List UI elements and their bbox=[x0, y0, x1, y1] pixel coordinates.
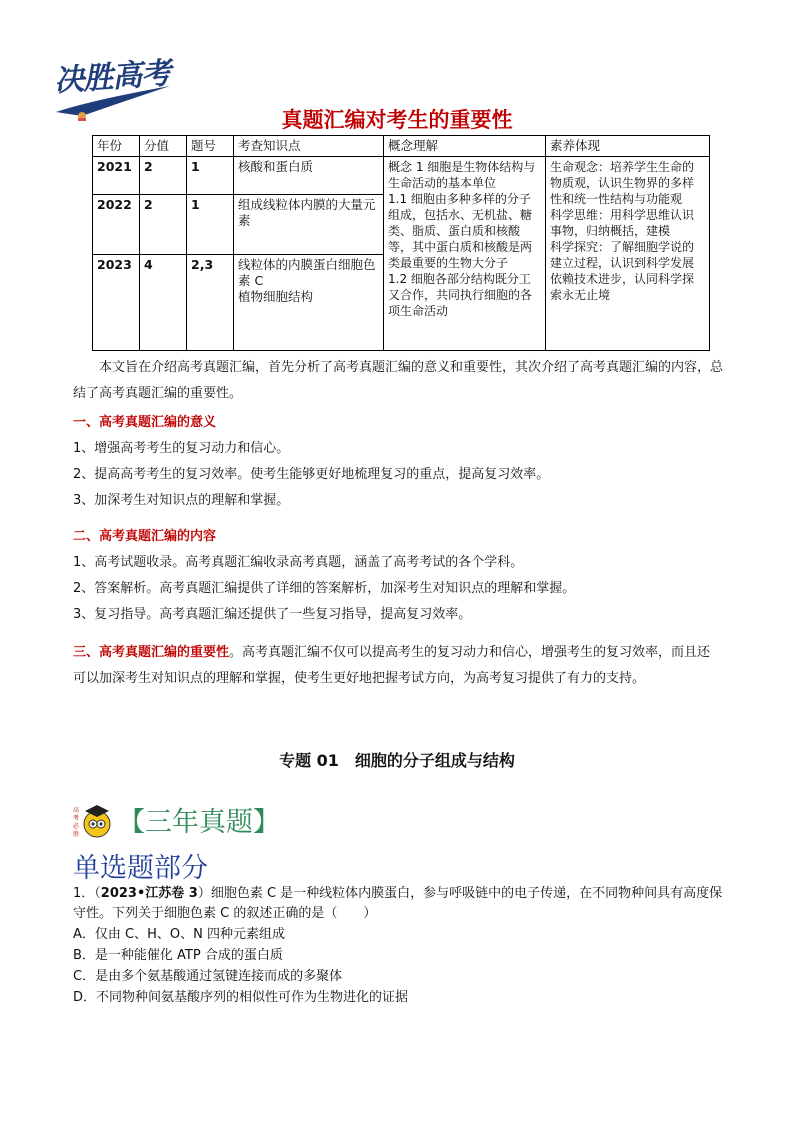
subject-title: 专题 01 细胞的分子组成与结构 bbox=[279, 751, 515, 770]
header-topic: 考查知识点 bbox=[234, 136, 384, 157]
question-stem bbox=[73, 884, 723, 924]
cell-year: 2022 bbox=[93, 195, 140, 255]
cell-year: 2021 bbox=[93, 157, 140, 195]
section-3-heading: 三、高考真题汇编的重要性 bbox=[73, 645, 230, 660]
table-header-row bbox=[93, 136, 710, 157]
cell-topic: 线粒体的内膜蛋白细胞色素 C 植物细胞结构 bbox=[234, 255, 384, 351]
section-2-heading: 二、高考真题汇编的内容 bbox=[73, 529, 217, 544]
page-title: 真题汇编对考生的重要性 bbox=[281, 108, 513, 132]
header-literacy: 素养体现 bbox=[546, 136, 710, 157]
option-c: C．是由多个氨基酸通过氢键连接而成的多聚体 bbox=[73, 969, 343, 984]
cell-year: 2023 bbox=[93, 255, 140, 351]
header-concept: 概念理解 bbox=[384, 136, 546, 157]
svg-text:必: 必 bbox=[73, 823, 80, 830]
cell-topic: 核酸和蛋白质 bbox=[234, 157, 384, 195]
header-number: 题号 bbox=[187, 136, 234, 157]
logo-text: 决胜高考 bbox=[53, 55, 172, 99]
header-year: 年份 bbox=[93, 136, 140, 157]
concept-text: 概念 1 细胞是生物体结构与生命活动的基本单位 1.1 细胞由多种多样的分子组成，包括水、无机盐、糖类、脂质、蛋白质和核酸等，其中蛋白质和核酸是两类最重要的生物大分子 1.2 细胞各部分结构既分工又合作，共同执行细胞的各项生命活动 bbox=[388, 160, 536, 318]
list-item: 1、增强高考考生的复习动力和信心。 bbox=[73, 441, 290, 456]
literacy-text: 生命观念：培养学生生命的物质观，认识生物界的多样性和统一性结构与功能观 科学思维：用科学思维认识事物，归纳概括，建模 科学探究：了解细胞学说的建立过程，认识到科学发展依赖技术进步，认同科学探索永无止境 bbox=[550, 160, 695, 302]
section-1-heading: 一、高考真题汇编的意义 bbox=[73, 415, 217, 430]
list-item: 2、提高高考考生的复习效率。使考生能够更好地梳理复习的重点，提高复习效率。 bbox=[73, 467, 550, 482]
cell-number: 1 bbox=[187, 195, 234, 255]
list-item: 3、复习指导。高考真题汇编还提供了一些复习指导，提高复习效率。 bbox=[73, 607, 472, 622]
option-d: D．不同物种间氨基酸序列的相似性可作为生物进化的证据 bbox=[73, 990, 409, 1005]
table-row bbox=[93, 157, 710, 195]
list-item: 1、高考试题收录。高考真题汇编收录高考真题，涵盖了高考考试的各个学科。 bbox=[73, 555, 524, 570]
section-2 bbox=[73, 524, 723, 628]
cell-concept bbox=[384, 157, 546, 351]
question-source: 2023•江苏卷 3 bbox=[100, 886, 198, 901]
question-1 bbox=[73, 884, 723, 1008]
svg-text:高: 高 bbox=[73, 807, 80, 814]
svg-text:胜: 胜 bbox=[73, 831, 80, 838]
section-1 bbox=[73, 410, 723, 514]
section-3 bbox=[73, 640, 723, 692]
option-a: A．仅由 C、H、O、N 四种元素组成 bbox=[73, 927, 285, 942]
header-score: 分值 bbox=[140, 136, 187, 157]
cell-number: 1 bbox=[187, 157, 234, 195]
cell-topic: 组成线粒体内膜的大量元素 bbox=[234, 195, 384, 255]
section-heading: 单选题部分 bbox=[73, 853, 208, 884]
svg-text:考: 考 bbox=[73, 815, 80, 822]
cell-number: 2,3 bbox=[187, 255, 234, 351]
question-text: ）细胞色素 C 是一种线粒体内膜蛋白，参与呼吸链中的电子传递，在不同物种间具有高度保守性。下列关于细胞色素 C 的叙述正确的是（ ） bbox=[73, 886, 723, 921]
cell-score: 2 bbox=[140, 195, 187, 255]
section-tag: 【三年真题】 bbox=[118, 807, 280, 838]
cell-literacy bbox=[546, 157, 710, 351]
scholar-owl-icon bbox=[73, 800, 113, 840]
section-3-text: 。高考真题汇编不仅可以提高考生的复习动力和信心，增强考生的复习效率，而且还可以加深考生对知识点的理解和掌握，使考生更好地把握考试方向，为高考复习提供了有力的支持。 bbox=[73, 645, 711, 686]
list-item: 2、答案解析。高考真题汇编提供了详细的答案解析，加深考生对知识点的理解和掌握。 bbox=[73, 581, 576, 596]
option-b: B．是一种能催化 ATP 合成的蛋白质 bbox=[73, 948, 283, 963]
cell-score: 2 bbox=[140, 157, 187, 195]
intro-paragraph: 本文旨在介绍高考真题汇编，首先分析了高考真题汇编的意义和重要性，其次介绍了高考真题汇编的内容，总结了高考真题汇编的重要性。 bbox=[73, 360, 724, 401]
question-prefix: 1．（ bbox=[73, 886, 101, 901]
cell-score: 4 bbox=[140, 255, 187, 351]
summary-table bbox=[92, 135, 710, 351]
list-item: 3、加深考生对知识点的理解和掌握。 bbox=[73, 493, 290, 508]
